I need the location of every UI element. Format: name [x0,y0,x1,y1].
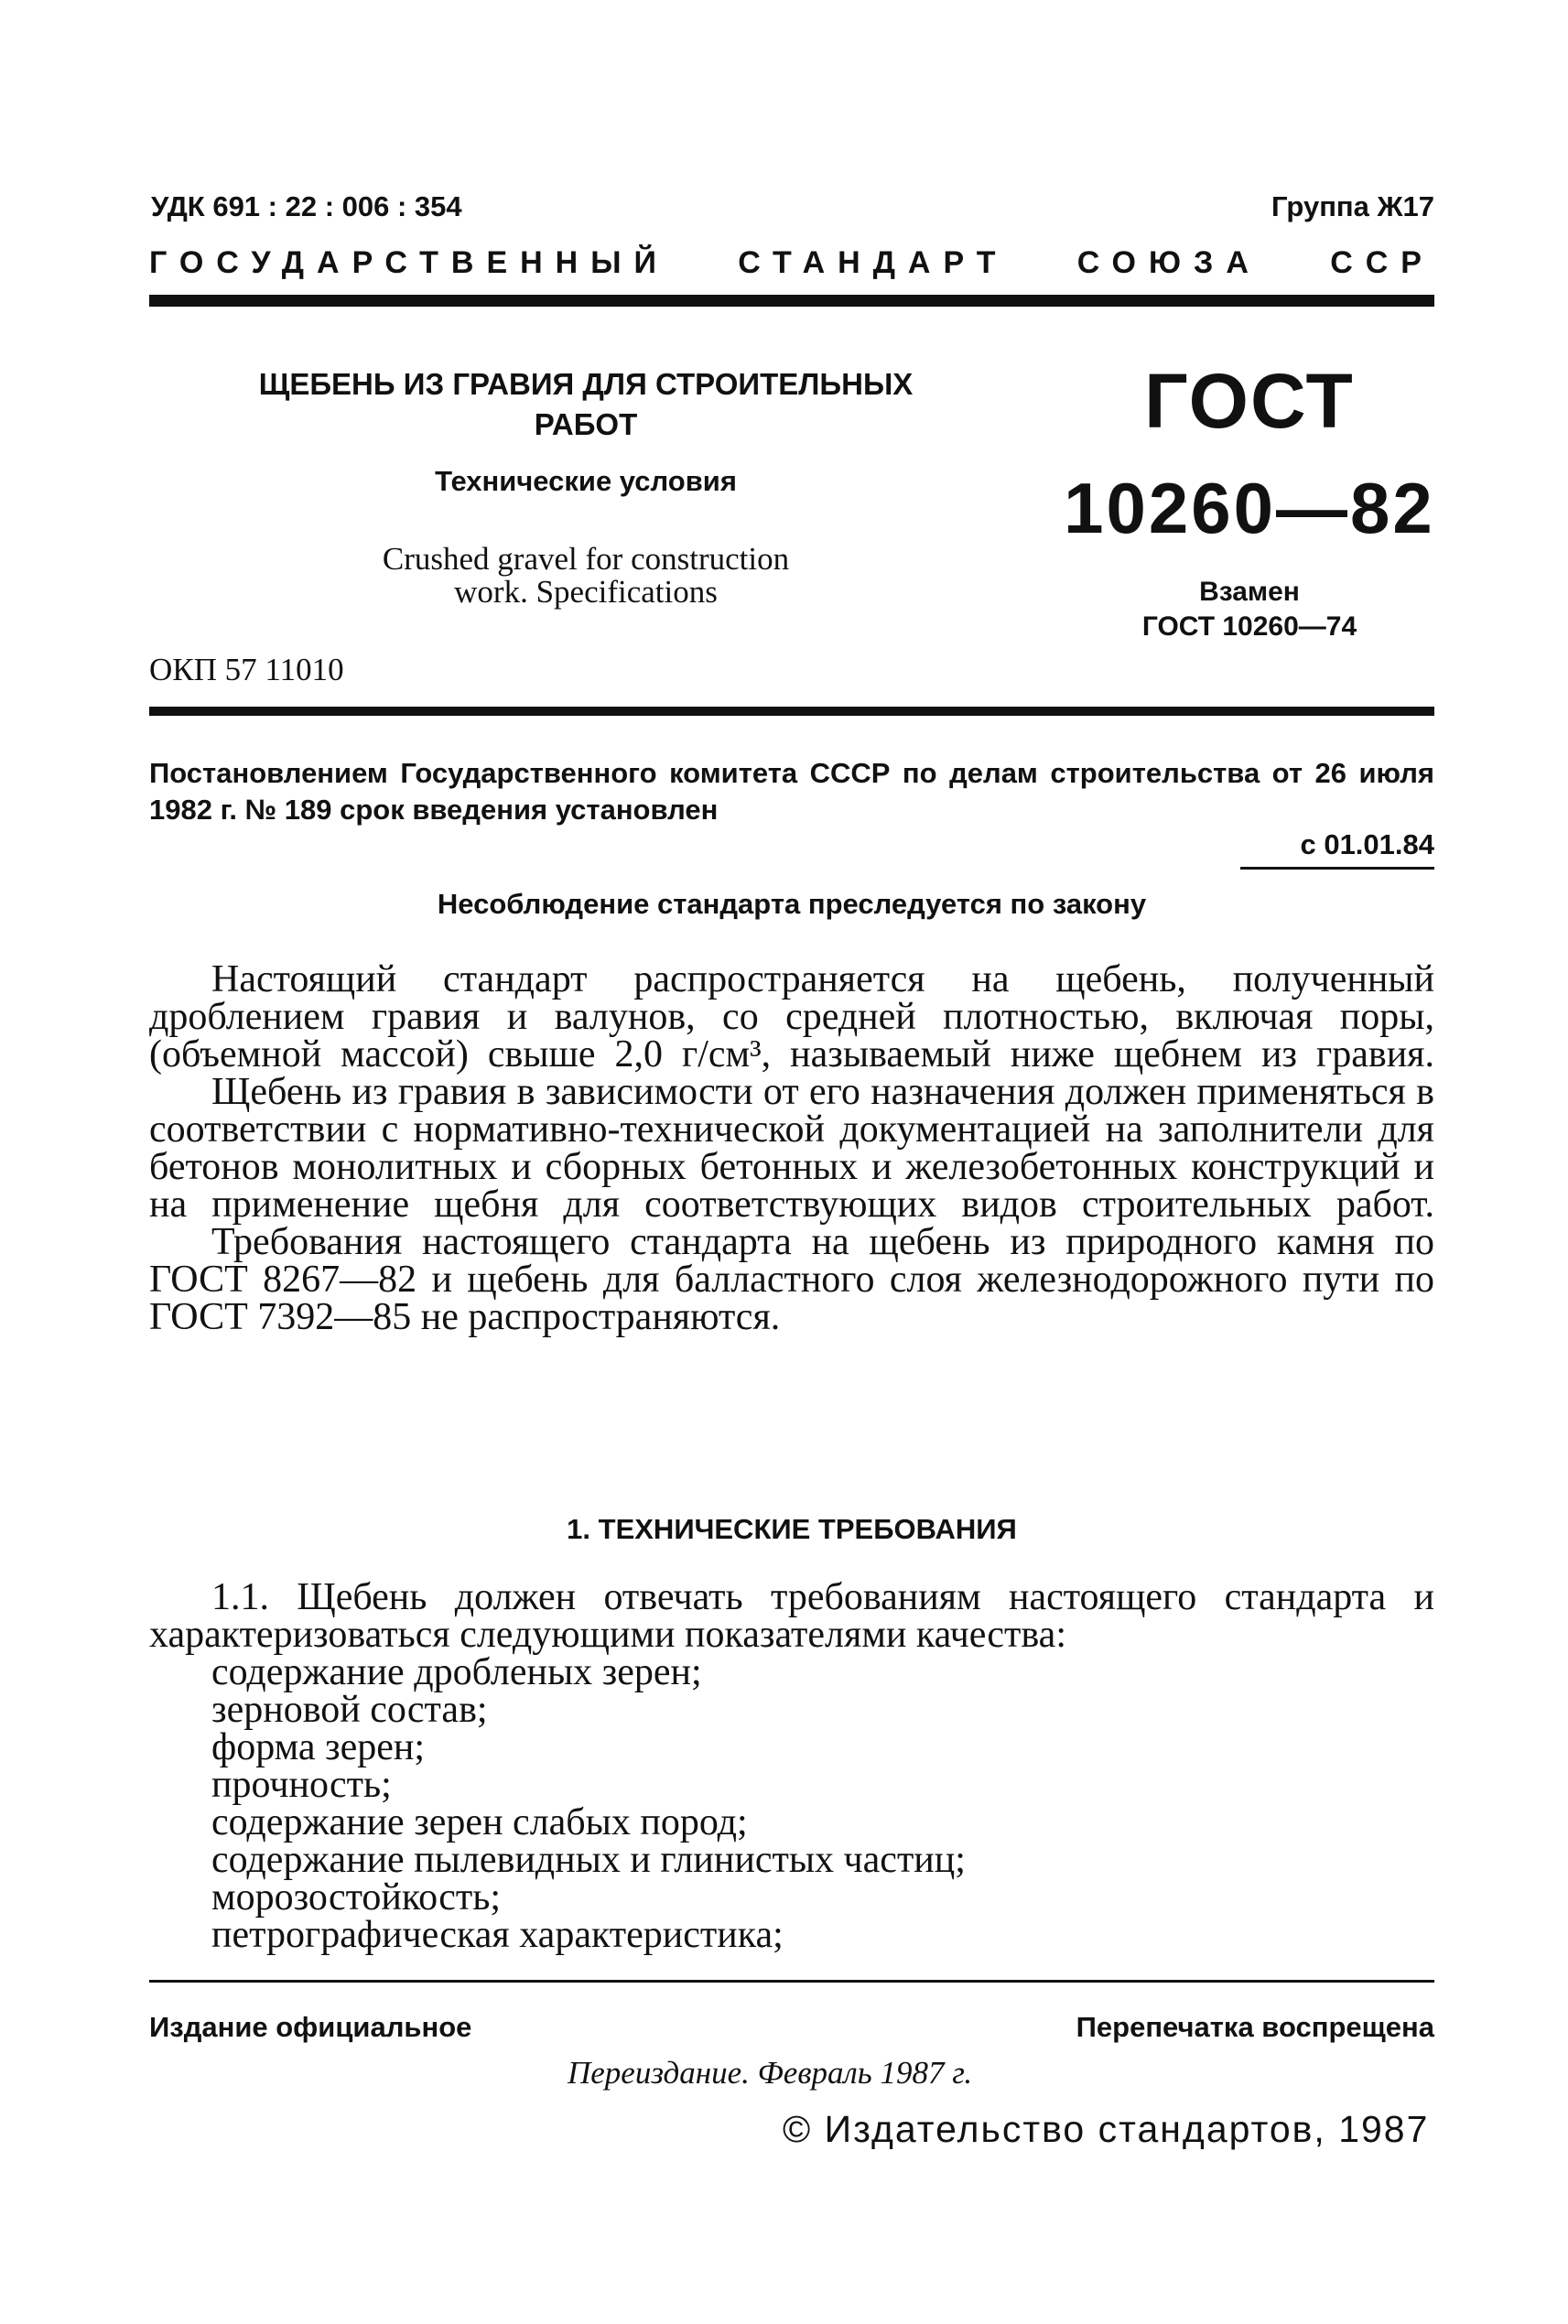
group-code: Группа Ж17 [1271,190,1434,222]
introduction-body [149,958,1434,1338]
intro-paragraph-3: Требования настоящего стандарта на щебень из природного камня по ГОСТ 8267—82 и щебень для балластного слоя железнодорожного пути по ГОСТ 7392—85 не распространяются. [149,1221,1434,1338]
quality-indicator-item: зерновой состав; [211,1689,488,1731]
udk-code: УДК 691 : 22 : 006 : 354 [151,190,462,222]
requirements-block [149,1576,1434,1956]
quality-indicator-item: содержание пылевидных и глинистых частиц; [211,1839,966,1881]
state-header-word: СОЮЗА [1076,245,1261,280]
replaced-standard: ГОСТ 10260—74 [1141,611,1357,642]
title-ru-line1: ЩЕБЕНЬ ИЗ ГРАВИЯ ДЛЯ СТРОИТЕЛЬНЫХ [258,367,914,401]
requirement-1-1: 1.1. Щебень должен отвечать требованиям настоящего стандарта и характеризоваться следующими показателями качества: [149,1576,1434,1656]
quality-indicator-item: прочность; [211,1764,392,1806]
copyright-notice: © Издательство стандартов, 1987 [783,2108,1430,2150]
replaces-label: Взамен [1199,577,1300,607]
title-en-line1: Crushed gravel for construction [382,541,790,577]
gost-number: 10260—82 [1064,468,1435,548]
intro-paragraph-1: Настоящий стандарт распространяется на щебень, полученный дроблением гравия и валунов, со средней плотностью, включая поры, (объемной массой) свыше 2,0 г/см³, называемый ниже щебнем из гравия. [149,958,1434,1076]
edition-note: Издание официальное [149,2011,472,2043]
standard-title-en [311,543,860,609]
quality-indicator-item: содержание дробленых зерен; [211,1651,702,1693]
state-standard-header [149,245,1434,281]
okp-code: ОКП 57 11010 [149,652,344,687]
title-divider-thick [149,709,1434,716]
quality-indicator-item: петрографическая характеристика; [211,1914,784,1956]
standard-title-ru [238,364,934,445]
intro-date-rule [1240,867,1434,870]
intro-date: с 01.01.84 [1300,828,1434,860]
quality-indicator-item: содержание зерен слабых пород; [211,1801,748,1843]
legal-warning: Несоблюдение стандарта преследуется по закону [437,888,1147,920]
reissue-note: Переиздание. Февраль 1987 г. [568,2055,973,2091]
quality-indicator-item: форма зерен; [211,1726,426,1768]
section-title: 1. ТЕХНИЧЕСКИЕ ТРЕБОВАНИЯ [567,1513,1017,1545]
header-divider [149,295,1434,307]
decree-text: Постановлением Государственного комитета СССР по делам строительства от 26 июля 1982 г. № 189 срок введения установлен [149,757,1434,826]
state-header-word: ГОСУДАРСТВЕННЫЙ [149,245,669,280]
quality-indicator-item: морозостойкость; [211,1876,502,1919]
gost-label: ГОСТ [1144,358,1355,444]
state-header-word: ССР [1330,245,1434,280]
quality-indicator-list [149,1651,1434,1956]
title-en-line2: work. Specifications [454,574,718,610]
state-header-word: СТАНДАРТ [738,245,1009,280]
footer-divider [149,1980,1434,1983]
title-ru-line2: РАБОТ [534,407,638,441]
standard-subtitle-ru: Технические условия [435,465,737,497]
intro-paragraph-2: Щебень из гравия в зависимости от его назначения должен применяться в соответствии с нормативно-технической документацией на заполнители для бетонов монолитных и сборных бетонных и железобетонных конструкций и на применение щебня для соответствующих видов строительных работ. [149,1071,1434,1226]
reprint-note: Перепечатка воспрещена [1076,2011,1434,2043]
